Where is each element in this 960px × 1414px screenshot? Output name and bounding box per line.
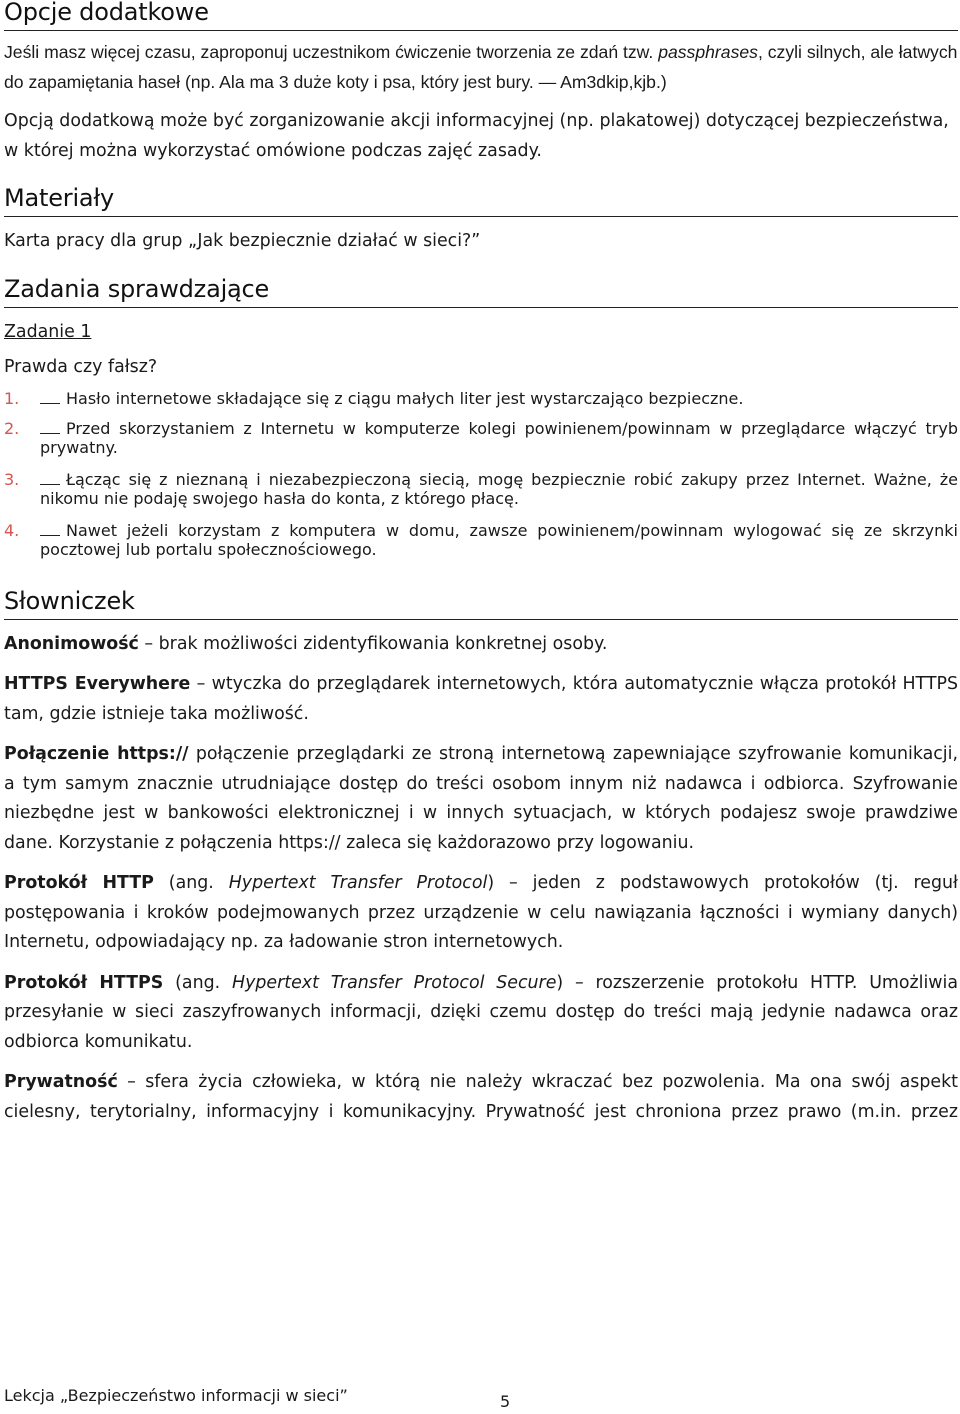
glossary-entry: Protokół HTTP (ang. Hypertext Transfer Protocol) – jeden z podstawowych protokołów (tj. reguł postępowania i kroków podejmowanych przez urządzenie w celu nawiązania łączności i wymiany danych) Internetu, odpowiadający np. za ładowanie stron internetowych. (4, 873, 958, 952)
section-zadania (4, 275, 958, 559)
item-number: 2. (4, 418, 20, 438)
answer-blank (40, 419, 60, 434)
item-number: 3. (4, 469, 20, 489)
answer-blank (40, 470, 60, 485)
glossary-term: Połączenie https:// (4, 744, 189, 764)
section-opcje (4, 0, 958, 166)
glossary-term: Anonimowość (4, 633, 139, 654)
list-item: 2. Przed skorzystaniem z Internetu w komputerze kolegi powinienem/powinnam w przeglądarce włączyć tryb prywatny. (4, 418, 958, 457)
heading-opcje-dodatkowe: Opcje dodatkowe (4, 0, 958, 31)
section-slowniczek (4, 587, 958, 1128)
answer-blank (40, 389, 60, 404)
answer-blank (40, 521, 60, 536)
question-prawda-falsz: Prawda czy fałsz? (4, 357, 158, 377)
section-materialy (4, 184, 958, 257)
document-page (4, 0, 958, 1127)
glossary-entry: Prywatność – sfera życia człowieka, w którą nie należy wkraczać bez pozwolenia. Ma ona swój aspekt cielesny, terytorialny, informacyjny i komunikacyjny. Prywatność jest chroniona przez prawo (m.in. przez (4, 1072, 958, 1122)
glossary-entry: Połączenie https:// połączenie przeglądarki ze stroną internetową zapewniające szyfrowanie komunikacji, a tym samym znacznie utrudniające dostęp do treści osobom innym niż nadawca i odbiorca. Szyfrowanie niezbędne jest w bankowości elektronicznej i w innych sytuacjach, w których podajesz swoje prawdziwe dane. Korzystanie z połączenia https:// zaleca się każdorazowo przy logowaniu. (4, 744, 958, 853)
zadanie-label: Zadanie 1 (4, 321, 92, 342)
materialy-text: Karta pracy dla grup „Jak bezpiecznie działać w sieci?” (4, 231, 481, 251)
item-number: 4. (4, 520, 20, 540)
paragraph-passphrases: Jeśli masz więcej czasu, zaproponuj uczestnikom ćwiczenie tworzenia ze zdań tzw. passphrases, czyli silnych, ale łatwych do zapamiętania haseł (np. Ala ma 3 duże koty i psa, który jest bury. — Am3dkip,kjb.) (4, 42, 958, 92)
glossary-term: HTTPS Everywhere (4, 674, 191, 694)
list-item: 1. Hasło internetowe składające się z ciągu małych liter jest wystarczająco bezpieczne. (4, 388, 744, 408)
list-item: 3. Łącząc się z nieznaną i niezabezpieczoną siecią, mogę bezpiecznie robić zakupy przez Internet. Ważne, że nikomu nie podaję swojego hasła do konta, z którego płacę. (4, 469, 958, 508)
glossary-entry: HTTPS Everywhere – wtyczka do przeglądarek internetowych, która automatycznie włącza protokół HTTPS tam, gdzie istnieje taka możliwość. (4, 674, 958, 724)
footer-lesson-title: Lekcja „Bezpieczeństwo informacji w sieci” (4, 1386, 348, 1405)
item-number: 1. (4, 388, 20, 408)
paragraph-akcja-informacyjna: Opcją dodatkową może być zorganizowanie akcji informacyjnej (np. plakatowej) dotyczącej bezpieczeństwa, w której można wykorzystać omówione podczas zajęć zasady. (4, 111, 949, 161)
glossary-entry: Protokół HTTPS (ang. Hypertext Transfer Protocol Secure) – rozszerzenie protokołu HTTP. Umożliwia przesyłanie w sieci zaszyfrowanych informacji, dzięki czemu dostęp do treści mają jedynie nadawca oraz odbiorca komunikatu. (4, 972, 959, 1052)
glossary-term: Prywatność (4, 1072, 118, 1092)
heading-slowniczek: Słowniczek (4, 587, 958, 620)
list-item: 4. Nawet jeżeli korzystam z komputera w domu, zawsze powinienem/powinnam wylogować się ze skrzynki pocztowej lub portalu społecznościowego. (4, 520, 958, 559)
glossary-term: Protokół HTTP (4, 873, 154, 893)
heading-materialy: Materiały (4, 184, 958, 217)
heading-zadania-sprawdzajace: Zadania sprawdzające (4, 275, 958, 308)
page-number: 5 (500, 1392, 511, 1411)
glossary-term: Protokół HTTPS (4, 972, 164, 993)
glossary-entry: Anonimowość – brak możliwości zidentyfikowania konkretnej osoby. (4, 633, 608, 654)
